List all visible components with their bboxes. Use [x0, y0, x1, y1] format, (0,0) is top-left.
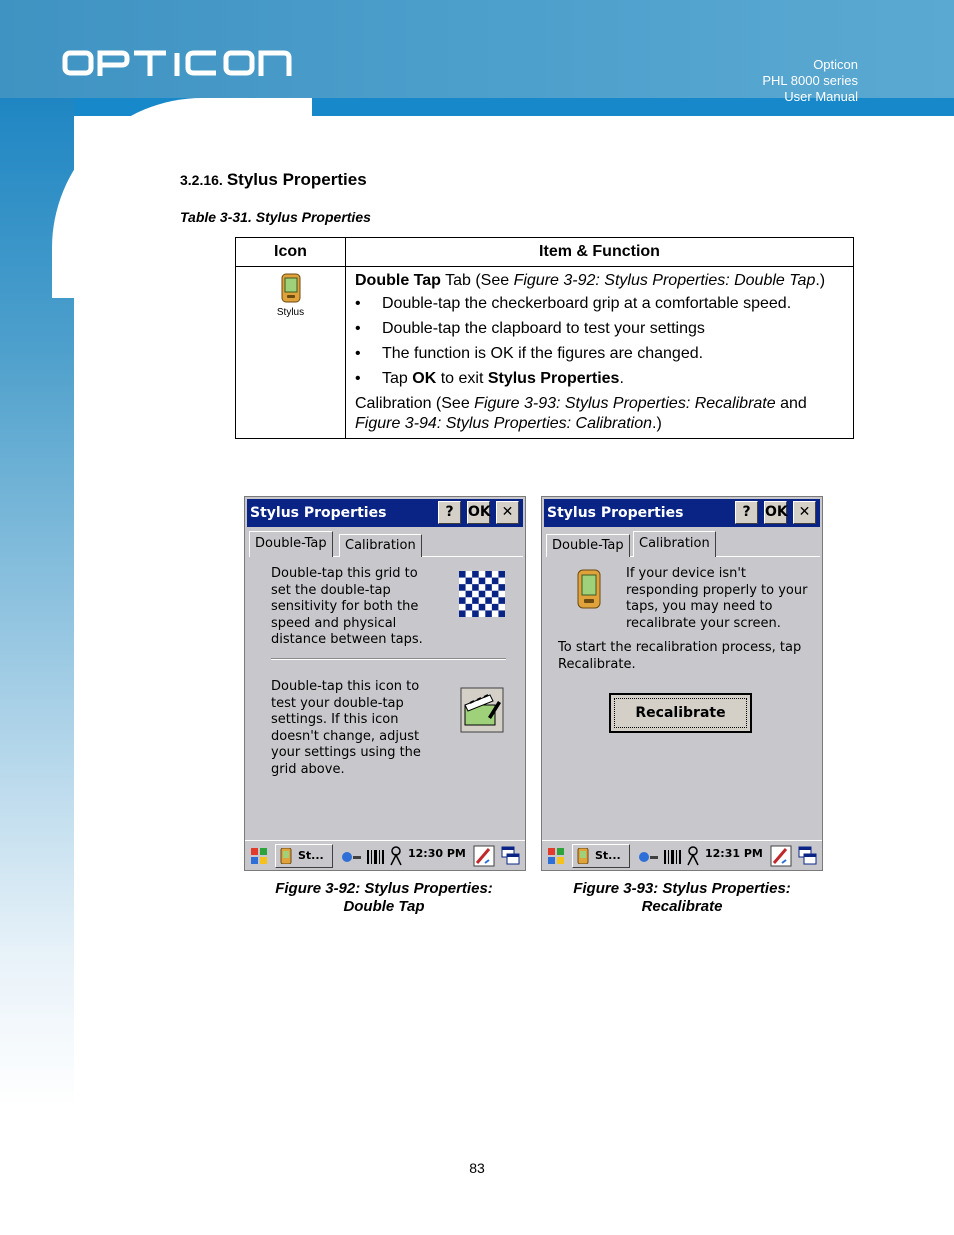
- divider: [271, 658, 506, 660]
- tray-windows-switch-icon[interactable]: [501, 846, 521, 866]
- icon-cell: [236, 267, 346, 439]
- taskbar-app-label: St...: [595, 849, 621, 862]
- help-button[interactable]: ?: [735, 501, 758, 524]
- function-cell: [346, 267, 854, 439]
- dialog-title: Stylus Properties: [250, 505, 387, 521]
- table-caption: Table 3-31. Stylus Properties: [180, 209, 371, 225]
- recalibrate-instructions: To start the recalibration process, tap Recalibrate.: [558, 640, 802, 672]
- pda-icon: [280, 273, 302, 303]
- tray-input-icon[interactable]: [770, 845, 792, 867]
- double-tap-intro: Double Tap Tab (See Figure 3-92: Stylus Properties: Double Tap.): [355, 272, 826, 289]
- pda-icon: [577, 848, 589, 864]
- tab-calibration[interactable]: Calibration: [339, 534, 422, 557]
- tray-network-barcode-icon[interactable]: [341, 848, 387, 866]
- checkerboard-grid-icon[interactable]: [459, 571, 505, 617]
- section-number: 3.2.16.: [180, 172, 223, 188]
- page-number: 83: [469, 1160, 485, 1176]
- pda-icon: [280, 848, 292, 864]
- opticon-logo: [62, 50, 294, 78]
- taskbar-app-button[interactable]: [275, 844, 333, 868]
- section-name: Stylus Properties: [226, 170, 367, 189]
- stylus-icon-label: Stylus: [276, 307, 305, 318]
- section-title: [180, 170, 367, 190]
- tray-input-icon[interactable]: [473, 845, 495, 867]
- close-button[interactable]: ✕: [496, 501, 519, 524]
- dialog-title: Stylus Properties: [547, 505, 684, 521]
- list-item: • Double-tap the clapboard to test your settings: [355, 319, 845, 339]
- tab-double-tap[interactable]: Double-Tap: [546, 534, 630, 557]
- double-tap-steps: [355, 294, 845, 389]
- stylus-properties-table: [235, 237, 854, 439]
- ok-button[interactable]: OK: [467, 501, 490, 524]
- taskbar-clock[interactable]: 12:30 PM: [408, 847, 466, 860]
- figure-caption-93: Figure 3-93: Stylus Properties: Recalibrate: [573, 880, 791, 915]
- tray-user-icon[interactable]: [686, 846, 700, 866]
- taskbar: [542, 840, 822, 870]
- tray-user-icon[interactable]: [389, 846, 403, 866]
- tray-windows-switch-icon[interactable]: [798, 846, 818, 866]
- tray-network-barcode-icon[interactable]: [638, 848, 684, 866]
- table-row: [236, 267, 854, 439]
- tab-strip: [249, 531, 523, 557]
- list-item: • Double-tap the checkerboard grip at a comfortable speed.: [355, 294, 845, 314]
- clapboard-icon[interactable]: [460, 687, 504, 733]
- stylus-app-icon: [269, 273, 313, 323]
- header-series: PHL 8000 series: [762, 73, 858, 88]
- taskbar-app-label: St...: [298, 849, 324, 862]
- table-header-icon: Icon: [236, 238, 346, 267]
- table-header-row: [236, 238, 854, 267]
- close-button[interactable]: ✕: [793, 501, 816, 524]
- header-company: Opticon: [813, 57, 858, 72]
- grid-instructions: Double-tap this grid to set the double-tap sensitivity for both the speed and physical distance between taps.: [271, 566, 423, 647]
- tab-double-tap[interactable]: Double-Tap: [249, 531, 333, 557]
- taskbar-clock[interactable]: 12:31 PM: [705, 847, 763, 860]
- taskbar: [245, 840, 525, 870]
- tab-calibration[interactable]: Calibration: [633, 531, 716, 557]
- start-windows-icon[interactable]: [546, 846, 566, 866]
- header-info: [762, 57, 858, 105]
- ok-button[interactable]: OK: [764, 501, 787, 524]
- screenshot-double-tap: [244, 496, 526, 871]
- screenshot-recalibrate: [541, 496, 823, 871]
- list-item: • Tap OK to exit Stylus Properties.: [355, 369, 845, 389]
- clapboard-instructions: Double-tap this icon to test your double-tap settings. If this icon doesn't change, adjust your settings using the grid above.: [271, 679, 421, 777]
- recalibrate-description: If your device isn't responding properly to your taps, you may need to recalibrate your screen.: [626, 566, 808, 631]
- list-item: • The function is OK if the figures are changed.: [355, 344, 845, 364]
- tab-strip: [546, 531, 820, 557]
- figure-caption-92: Figure 3-92: Stylus Properties: Double Tap: [275, 880, 493, 915]
- help-button[interactable]: ?: [438, 501, 461, 524]
- header-doc: User Manual: [784, 89, 858, 104]
- taskbar-app-button[interactable]: [572, 844, 630, 868]
- recalibrate-button[interactable]: Recalibrate: [609, 693, 752, 733]
- table-header-function: Item & Function: [346, 238, 854, 267]
- pda-device-icon: [576, 569, 602, 609]
- calibration-text: Calibration (See Figure 3-93: Stylus Properties: Recalibrate and Figure 3-94: Stylus Properties: Calibration.): [355, 395, 807, 432]
- start-windows-icon[interactable]: [249, 846, 269, 866]
